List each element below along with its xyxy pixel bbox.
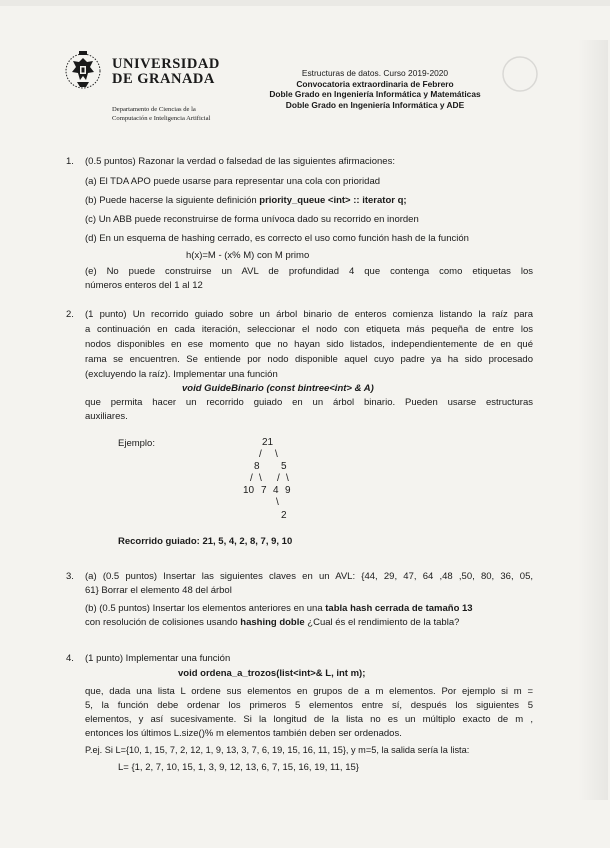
q2-after-line2: auxiliares. [85, 411, 128, 422]
q2-number: 2. [66, 309, 74, 320]
degree-line1: Doble Grado en Ingeniería Informática y Matemáticas [269, 89, 481, 99]
q2-example-label: Ejemplo: [118, 438, 155, 449]
tree-node-7: 7 [261, 485, 267, 496]
q1-item-e-line2: números enteros del 1 al 12 [85, 280, 203, 291]
department-line2: Computación e Inteligencia Artificial [112, 115, 211, 122]
q3-number: 3. [66, 571, 74, 582]
q2-line2: a continuación en cada iteración, seleccionar el nodo con etiqueta más pequeña de entre los [85, 324, 533, 335]
q4-line3: elementos, y así sucesivamente. Si la longitud de la lista no es un múltiplo exacto de m , [85, 714, 533, 725]
course-title: Estructuras de datos. Curso 2019-2020 [301, 68, 449, 78]
q3-b-line2 [85, 615, 459, 630]
q3-b-line2-text: con resolución de colisiones usando [85, 617, 241, 628]
tree-node-4: 4 [273, 485, 279, 496]
q1-item-b-code: priority_queue <int> :: iterator q; [259, 195, 407, 206]
q1-item-e-line1: (e) No puede construirse un AVL de profundidad 4 que contenga como etiquetas los [85, 266, 533, 277]
q4-example: P.ej. Si L={10, 1, 15, 7, 2, 12, 1, 9, 13, 3, 7, 6, 19, 15, 16, 11, 15}, y m=5, la salida sería la lista: [85, 745, 470, 755]
q4-line2: 5, la función debe ordenar los primeros 5 elementos entre sí, después los siguientes 5 [85, 700, 533, 711]
q3-b-bold: tabla hash cerrada de tamaño 13 [325, 603, 473, 614]
q1-item-b-text: (b) Puede hacerse la siguiente definición [85, 195, 260, 206]
q2-after-line1: que permita hacer un recorrido guiado en un árbol binario. Pueden usarse estructuras [85, 397, 533, 408]
q4-intro: (1 punto) Implementar una función [85, 653, 231, 664]
tree-node-21: 21 [262, 437, 274, 448]
faded-crest-right [500, 54, 540, 94]
tree-node-9: 9 [285, 485, 291, 496]
q1-item-b [85, 193, 407, 208]
q2-line3: nodos disponibles en ese momento que no hayan sido listados, independientemente de en qué [85, 339, 533, 350]
q2-line1: (1 punto) Un recorrido guiado sobre un árbol binario de enteros comienza listando la raíz para [85, 309, 533, 320]
q1-item-d: (d) En un esquema de hashing cerrado, es correcto el uso como función hash de la función [85, 233, 469, 244]
q1-item-a: (a) El TDA APO puede usarse para representar una cola con prioridad [85, 176, 381, 187]
tree-edge-8-7: \ [259, 473, 262, 484]
q3-b-line2-bold: hashing doble [240, 617, 305, 628]
q3-b-line1 [85, 601, 473, 616]
tree-edge-5-4: / [277, 473, 280, 484]
exam-call: Convocatoria extraordinaria de Febrero [296, 78, 454, 89]
q1-number: 1. [66, 156, 74, 167]
department-line1: Departamento de Ciencias de la [112, 106, 196, 113]
q2-result: Recorrido guiado: 21, 5, 4, 2, 8, 7, 9, 10 [118, 536, 293, 547]
q3-b-line2-tail: ¿Cual és el rendimiento de la tabla? [304, 617, 460, 628]
q1-hash-formula: h(x)=M - (x% M) con M primo [186, 250, 310, 261]
exam-header [240, 68, 510, 110]
q4-signature: void ordena_a_trozos(list<int>& L, int m); [178, 668, 366, 679]
tree-edge-8-10: / [250, 473, 253, 484]
q2-line5: (excluyendo la raíz). Implementar una función [85, 369, 278, 380]
q2-line4: rama se encuentren. Se entiende por nodo disponible aquel cuyo padre ya ha sido procesado [85, 354, 533, 365]
tree-edge-21-5: \ [275, 449, 278, 460]
tree-edge-5-9: \ [286, 473, 289, 484]
q3-a-line2: 61} Borrar el elemento 48 del árbol [85, 585, 232, 596]
university-name-line1: UNIVERSIDAD [112, 56, 220, 72]
university-crest [64, 48, 102, 92]
tree-node-5: 5 [281, 461, 287, 472]
q2-signature: void GuideBinario (const bintree<int> & A) [182, 383, 374, 394]
q4-line4: entonces los últimos L.size()% m elementos también deben ser ordenados. [85, 728, 402, 739]
q4-number: 4. [66, 653, 74, 664]
q3-a-line1: (a) (0.5 puntos) Insertar las siguientes claves en un AVL: {44, 29, 47, 64 ,48 ,50, 80, 36, 05, [85, 571, 533, 582]
tree-node-2: 2 [281, 510, 287, 521]
q4-line1: que, dada una lista L ordene sus elementos en grupos de a m elementos. Por ejemplo si m = [85, 686, 533, 697]
university-name-line2: DE GRANADA [112, 71, 215, 87]
tree-node-10: 10 [243, 485, 255, 496]
degree-line2: Doble Grado en Ingeniería Informática y ADE [285, 99, 465, 110]
q3-b-text: (b) (0.5 puntos) Insertar los elementos anteriores en una [85, 603, 326, 614]
q1-intro: (0.5 puntos) Razonar la verdad o falsedad de las siguientes afirmaciones: [85, 156, 395, 167]
tree-edge-4-2: \ [276, 497, 279, 508]
tree-edge-21-8: / [259, 449, 262, 460]
q1-item-c: (c) Un ABB puede reconstruirse de forma unívoca dado su recorrido en inorden [85, 214, 419, 225]
tree-node-8: 8 [254, 461, 260, 472]
q4-output: L= {1, 2, 7, 10, 15, 1, 3, 9, 12, 13, 6, 7, 15, 16, 19, 11, 15} [118, 762, 359, 773]
